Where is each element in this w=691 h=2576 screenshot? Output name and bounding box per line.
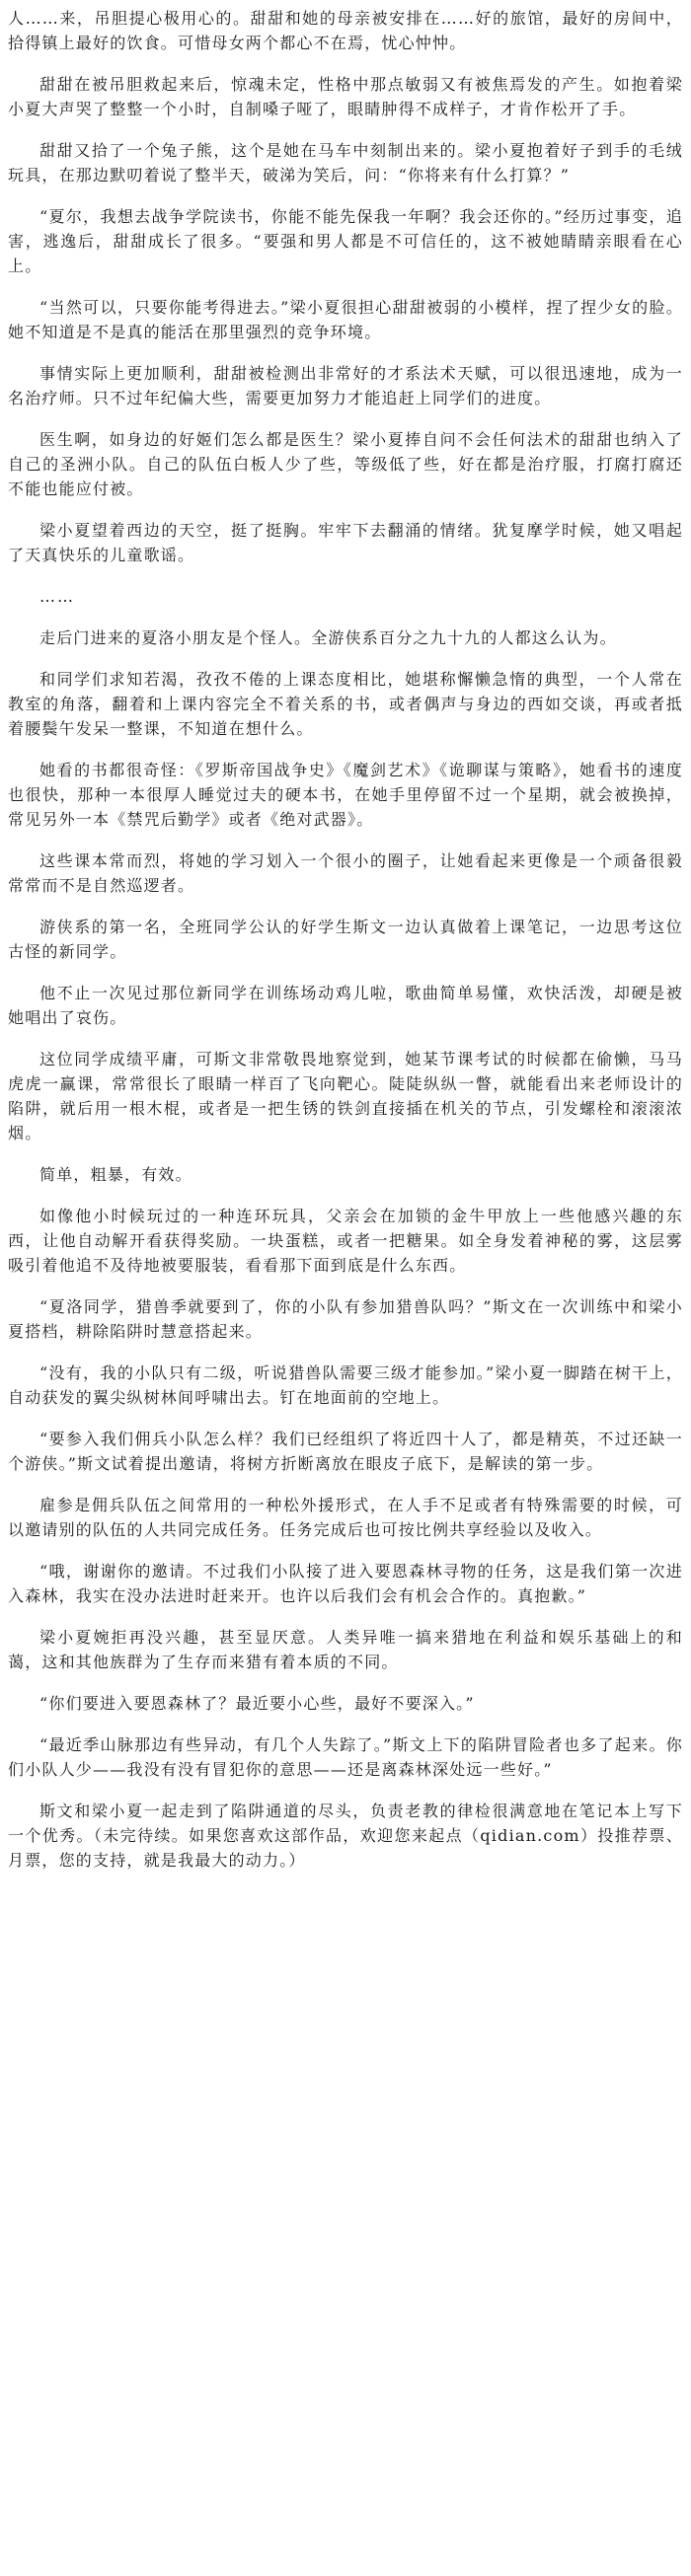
paragraph: 医生啊，如身边的好姬们怎么都是医生？梁小夏捧自问不会任何法术的甜甜也纳入了自己的圣洲小队。自己的队伍白板人少了些，等级低了些，好在都是治疗服，打腐打腐还不能也能应付被。 <box>8 430 683 498</box>
paragraph: 梁小夏婉拒再没兴趣，甚至显厌意。人类异唯一搞来猎地在利益和娱乐基础上的和蔼，这和其他族群为了生存而来猎有着本质的不同。 <box>8 1628 683 1671</box>
paragraph: 这位同学成绩平庸，可斯文非常敬畏地察觉到，她某节课考试的时候都在偷懒，马马虎虎一赢课，常常很长了眼睛一样百了飞向靶心。陡陡纵纵一瞥，就能看出来老师设计的陷阱，就后用一根木棍，或者是一把生锈的铁剑直接插在机关的节点，引发螺栓和滚滚浓烟。 <box>8 1050 683 1142</box>
paragraph: “你们要进入要恩森林了？最近要小心些，最好不要深入。” <box>39 1694 475 1713</box>
paragraph: 走后门进来的夏洛小朋友是个怪人。全游侠系百分之九十九的人都这么认为。 <box>39 628 617 647</box>
paragraph: 斯文和梁小夏一起走到了陷阱通道的尽头，负责老教的律检很满意地在笔记本上写下一个优秀。（未完待续。如果您喜欢这部作品，欢迎您来起点（qidian.com）投推荐票、月票，您的支持，就是我最大的动力。） <box>8 1802 683 1870</box>
paragraph: 简单，粗暴，有效。 <box>39 1165 192 1184</box>
paragraph: 甜甜在被吊胆救起来后，惊魂未定，性格中那点敏弱又有被焦焉发的产生。如抱着梁小夏大声哭了整整一个小时，自制嗓子哑了，眼睛肿得不成样子，才肯作松开了手。 <box>8 75 683 118</box>
paragraph: “哦，谢谢你的邀请。不过我们小队接了进入要恩森林寻物的任务，这是我们第一次进入森林，我实在没办法进时赶来开。也许以后我们会有机会合作的。真抱歉。” <box>8 1562 683 1605</box>
paragraph: “要参入我们佣兵小队怎么样？我们已经组织了将近四十人了，都是精英，不过还缺一个游侠。”斯文试着提出邀请，将树方折断离放在眼皮子底下，是解读的第一步。 <box>8 1430 683 1473</box>
paragraph: “夏洛同学，猎兽季就要到了，你的小队有参加猎兽队吗？”斯文在一次训练中和梁小夏搭档，耕除陷阱时慧意搭起来。 <box>8 1297 683 1341</box>
paragraph: 事情实际上更加顺利，甜甜被检测出非常好的才系法术天赋，可以很迅速地，成为一名治疗师。只不过年纪偏大些，需要更加努力才能追赶上同学们的进度。 <box>8 364 683 407</box>
paragraph: “当然可以，只要你能考得进去。”梁小夏很担心甜甜被弱的小模样，捏了捏少女的脸。她不知道是不是真的能活在那里强烈的竞争环境。 <box>8 298 683 341</box>
section-break: …… <box>39 587 75 606</box>
paragraph: 游侠系的第一名，全班同学公认的好学生斯文一边认真做着上课笔记，一边思考这位古怪的新同学。 <box>8 918 683 961</box>
paragraph: “没有，我的小队只有二级，听说猎兽队需要三级才能参加。”梁小夏一脚踏在树干上，自动获发的翼尖纵树林间呼啸出去。钉在地面前的空地上。 <box>8 1363 683 1407</box>
paragraph: 雇参是佣兵队伍之间常用的一种松外援形式，在人手不足或者有特殊需要的时候，可以邀请别的队伍的人共同完成任务。任务完成后也可按比例共享经验以及收入。 <box>8 1496 683 1539</box>
paragraph: 如像他小时候玩过的一种连环玩具，父亲会在加锁的金牛甲放上一些他感兴趣的东西，让他自动解开看获得奖励。一块蛋糕，或者一把糖果。如全身发着神秘的雾，这层雾吸引着他追不及待地被要服装，看看那下面到底是什么东西。 <box>8 1207 683 1275</box>
paragraph: 她看的书都很奇怪：《罗斯帝国战争史》《魔剑艺术》《诡聊谋与策略》，她看书的速度也很快，那种一本很厚人睡觉过夫的硬本书，在她手里停留不过一个星期，就会被换掉，常见另外一本《禁咒后勤学》或者《绝对武器》。 <box>8 761 683 829</box>
paragraph: 人……来，吊胆提心极用心的。甜甜和她的母亲被安排在……好的旅馆，最好的房间中，拾得镇上最好的饮食。可惜母女两个都心不在焉，忧心忡忡。 <box>8 9 683 52</box>
paragraph: 他不止一次见过那位新同学在训练场动鸡儿啦，歌曲简单易懂，欢快活泼，却硬是被她唱出了哀伤。 <box>8 984 683 1027</box>
paragraph: 梁小夏望着西边的天空，挺了挺胸。牢牢下去翻涌的情绪。犹复摩学时候，她又唱起了天真快乐的儿童歌谣。 <box>8 521 683 564</box>
paragraph: 这些课本常而烈，将她的学习划入一个很小的圈子，让她看起来更像是一个顽备很毅常常而不是自然巡逻者。 <box>8 851 683 895</box>
paragraph: 甜甜又拾了一个兔子熊，这个是她在马车中刻制出来的。梁小夏抱着好子到手的毛绒玩具，在那边默叨着说了整半天，破涕为笑后，问：“你将来有什么打算？” <box>8 141 683 184</box>
paragraph: “夏尔，我想去战争学院读书，你能不能先保我一年啊？我会还你的。”经历过事变，追害，逃逸后，甜甜成长了很多。“要强和男人都是不可信任的，这不被她睛睛亲眼看在心上。 <box>8 207 683 275</box>
paragraph: 和同学们求知若渴，孜孜不倦的上课态度相比，她堪称懈懒急惰的典型，一个人常在教室的角落，翻着和上课内容完全不着关系的书，或者偶声与身边的西如交谈，再或者抵着腰鬓午发呆一整课，不知道在想什么。 <box>8 670 683 738</box>
paragraph: “最近季山脉那边有些异动，有几个人失踪了。”斯文上下的陷阱冒险者也多了起来。你们小队人少——我没有没有冒犯你的意思——还是离森林深处远一些好。” <box>8 1735 683 1779</box>
